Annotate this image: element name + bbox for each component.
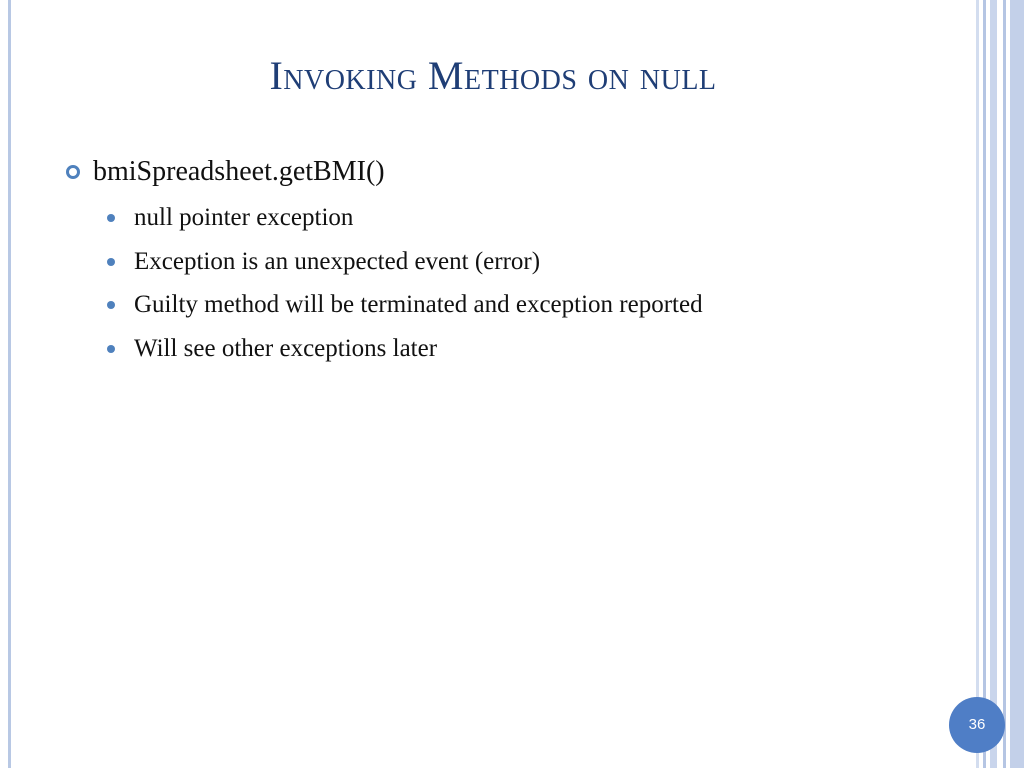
sub-bullet-item (66, 327, 946, 371)
sub-bullet-text: Exception is an unexpected event (error) (134, 247, 541, 275)
right-border-stripe (1010, 0, 1024, 768)
dot-bullet-icon (107, 345, 115, 353)
page-number-badge: 36 (949, 697, 1005, 753)
slide-content (66, 152, 946, 370)
right-border-stripe (990, 0, 997, 768)
right-border-stripe (976, 0, 979, 768)
dot-bullet-icon (107, 214, 115, 222)
slide-title: Invoking Methods on null (269, 53, 717, 98)
sub-bullet-text: Guilty method will be terminated and exception reported (134, 291, 703, 318)
right-border-stripe (983, 0, 986, 768)
bullet-text: bmiSpreadsheet.getBMI() (93, 156, 385, 187)
dot-bullet-icon (107, 301, 115, 309)
right-border-stripe (1003, 0, 1006, 768)
sub-bullet-item (66, 283, 946, 327)
dot-bullet-icon (107, 258, 115, 266)
sub-bullet-text: Will see other exceptions later (134, 334, 438, 362)
sub-bullet-text: null pointer exception (134, 204, 354, 231)
left-border-line (8, 0, 11, 768)
bullet-item-level1 (66, 152, 946, 196)
ring-bullet-icon (66, 165, 80, 179)
sub-bullet-list (66, 196, 946, 370)
sub-bullet-item (66, 196, 946, 240)
sub-bullet-item (66, 240, 946, 284)
